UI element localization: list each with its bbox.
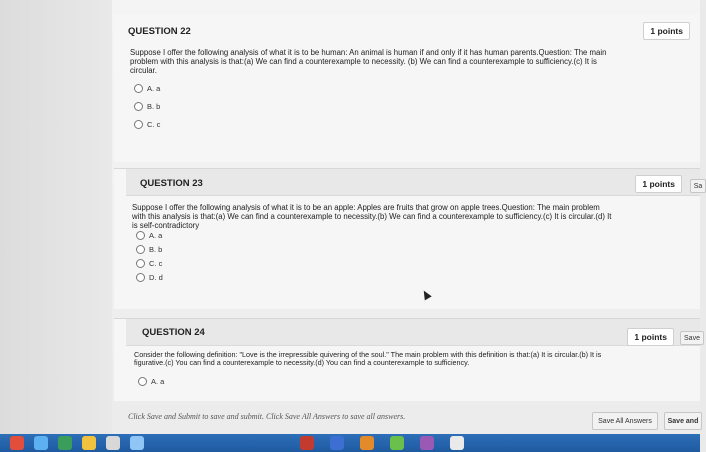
option-label: A. a — [151, 377, 165, 386]
left-gutter — [0, 0, 112, 434]
option-label: A. a — [149, 231, 163, 240]
app-icon[interactable] — [450, 436, 464, 450]
save-answer-button[interactable]: Sa — [690, 179, 706, 193]
app-icon[interactable] — [34, 436, 48, 450]
option-label: A. a — [147, 84, 161, 93]
points-badge: 1 points — [643, 22, 690, 40]
app-icon[interactable] — [330, 436, 344, 450]
option-label: D. d — [149, 273, 163, 282]
option-c[interactable] — [134, 120, 160, 129]
app-icon[interactable] — [300, 436, 314, 450]
app-icon[interactable] — [10, 436, 24, 450]
radio-button[interactable] — [134, 120, 143, 129]
question-23 — [114, 168, 703, 309]
question-title: QUESTION 24 — [142, 327, 205, 338]
option-a[interactable] — [134, 84, 160, 93]
footer-instructions: Click Save and Submit to save and submit. Click Save All Answers to save all answers. — [128, 412, 406, 421]
question-text: Consider the following definition: "Love is the irrepressible quivering of the soul." The main problem with this definition is that:(a) It is circular.(b) It is figurative.(c) You can find a counterexample to necessity.(d) You can find a counterexample to sufficiency. — [134, 350, 602, 367]
question-24 — [114, 318, 700, 401]
question-header — [126, 319, 700, 346]
question-title: QUESTION 23 — [140, 178, 203, 189]
radio-button[interactable] — [138, 377, 147, 386]
option-c[interactable] — [136, 259, 162, 268]
option-b[interactable] — [134, 102, 160, 111]
option-label: C. c — [147, 120, 161, 129]
app-icon[interactable] — [360, 436, 374, 450]
radio-button[interactable] — [134, 102, 143, 111]
option-label: B. b — [147, 102, 161, 111]
app-icon[interactable] — [106, 436, 120, 450]
question-header — [126, 14, 700, 40]
option-d[interactable] — [136, 273, 163, 282]
app-icon[interactable] — [420, 436, 434, 450]
points-badge: 1 points — [635, 175, 682, 193]
save-and-submit-button[interactable]: Save and — [664, 412, 702, 430]
save-all-answers-button[interactable]: Save All Answers — [592, 412, 658, 430]
option-label: C. c — [149, 259, 163, 268]
save-answer-button[interactable]: Save — [680, 331, 704, 345]
option-b[interactable] — [136, 245, 162, 254]
option-a[interactable] — [136, 231, 162, 240]
radio-button[interactable] — [136, 273, 145, 282]
question-header — [126, 169, 700, 196]
option-a[interactable] — [138, 377, 164, 386]
radio-button[interactable] — [134, 84, 143, 93]
question-text: Suppose I offer the following analysis of what it is to be human: An animal is human if and only if it has human parents.Question: The main problem with this analysis is that:(a) We can find a counterexample to necessity. (b) We can find a counterexample to sufficiency.(c) It is circular. — [130, 48, 607, 75]
app-icon[interactable] — [130, 436, 144, 450]
app-icon[interactable] — [58, 436, 72, 450]
app-icon[interactable] — [82, 436, 96, 450]
option-label: B. b — [149, 245, 163, 254]
points-badge: 1 points — [627, 328, 674, 346]
question-title: QUESTION 22 — [128, 26, 191, 37]
radio-button[interactable] — [136, 245, 145, 254]
app-icon[interactable] — [390, 436, 404, 450]
taskbar — [0, 434, 700, 452]
radio-button[interactable] — [136, 231, 145, 240]
radio-button[interactable] — [136, 259, 145, 268]
question-text: Suppose I offer the following analysis of what it is to be an apple: Apples are fruits that grow on apple trees.Question: The main problem with this analysis is that:(a) We can find a counterexample to necessity.(b) We can find a counterexample to sufficiency.(c) It is circular.(d) It is self-contradictory — [132, 203, 612, 230]
question-22 — [114, 14, 700, 162]
